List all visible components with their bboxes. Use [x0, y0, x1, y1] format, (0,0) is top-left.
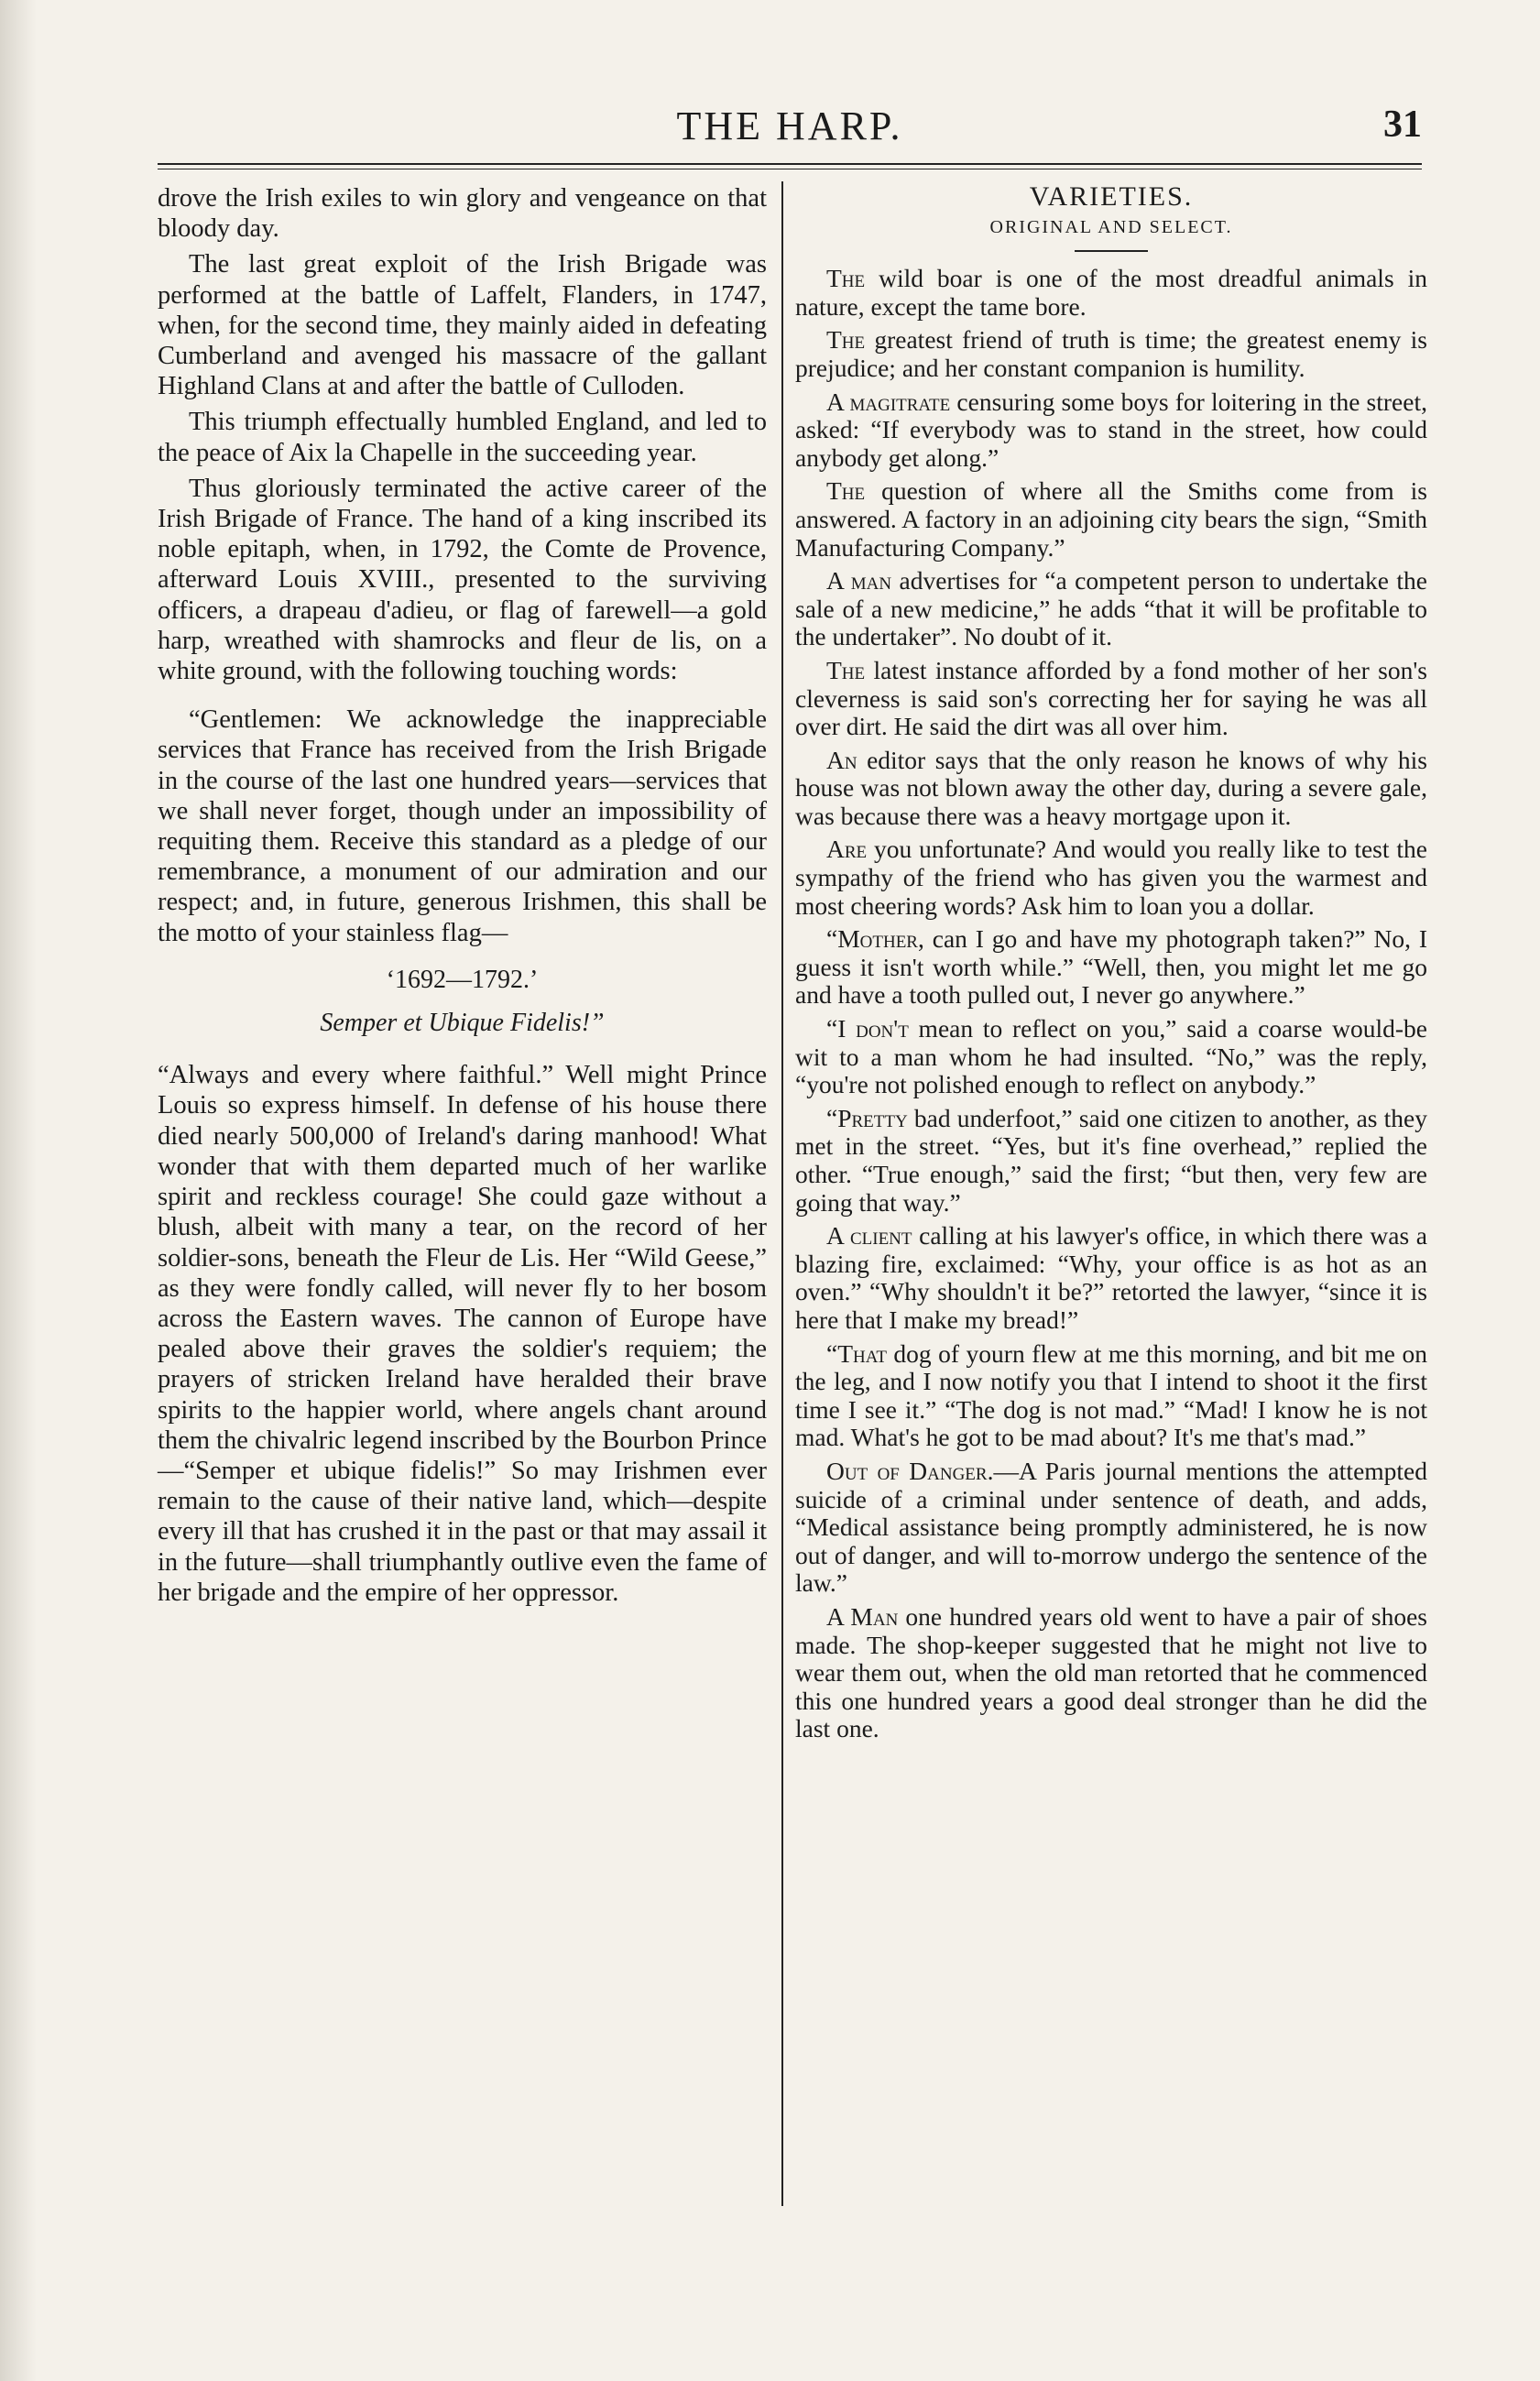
variety-lead: “That — [826, 1338, 887, 1368]
variety-item — [795, 1340, 1427, 1452]
variety-item — [795, 1222, 1427, 1334]
variety-item — [795, 747, 1427, 831]
variety-lead: A Man — [826, 1601, 899, 1631]
section-rule — [1075, 250, 1148, 252]
variety-text: you unfortunate? And would you really like to test the sympathy of the friend who has given you the warmest and most cheering words? Ask him to loan you a dollar. — [795, 835, 1427, 920]
variety-item — [795, 477, 1427, 562]
variety-item — [795, 265, 1427, 321]
varieties-list — [795, 265, 1427, 1743]
variety-item — [795, 567, 1427, 651]
variety-text: greatest friend of truth is time; the greatest enemy is prejudice; and her constant companion is humility. — [795, 325, 1427, 382]
variety-text: calling at his lawyer's office, in which there was a blazing fire, exclaimed: “Why, your office is as hot as an oven.” “Why shouldn't it be?” retorted the lawyer, “since it is here that I make my bread!” — [795, 1221, 1427, 1334]
quoted-address: “Gentlemen: We acknowledge the inappreciable services that France has received from the Irish Brigade in the course of the last one hundred years—services that we shall never forget, though under an impossibility of requiting them. Receive this standard as a pledge of our remembrance, a monument of our admiration and our respect; and, in future, generous Irishmen, this shall be the motto of your stainless flag— — [158, 705, 767, 947]
variety-item — [795, 1458, 1427, 1598]
variety-text: editor says that the only reason he knows of why his house was not blown away the other day, during a severe gale, was because there was a heavy mortgage upon it. — [795, 745, 1427, 830]
variety-text: wild boar is one of the most dreadful animals in nature, except the tame bore. — [795, 264, 1427, 321]
variety-lead: A man — [826, 566, 892, 595]
variety-item — [795, 326, 1427, 382]
variety-lead: An — [826, 745, 857, 774]
variety-lead: A magitrate — [826, 387, 951, 416]
variety-item — [795, 925, 1427, 1010]
variety-item — [795, 836, 1427, 920]
variety-item — [795, 1015, 1427, 1099]
variety-item — [795, 388, 1427, 473]
motto-date: ‘1692—1792.’ — [386, 965, 539, 994]
motto-text: Semper et Ubique Fidelis!” — [320, 1009, 605, 1038]
variety-text: question of where all the Smiths come from is answered. A factory in an adjoining city bears the sign, “Smith Manufacturing Company.” — [795, 476, 1427, 562]
variety-lead: The — [826, 655, 866, 684]
section-title: VARIETIES. — [1029, 181, 1194, 212]
article-paragraph: Thus gloriously terminated the active career of the Irish Brigade of France. The hand of a king inscribed its noble epitaph, when, in 1792, the Comte de Provence, afterward Louis XVIII., presented to the surviving officers, a drapeau d'adieu, or flag of farewell—a gold harp, wreathed with shamrocks and fleur de lis, on a white ground, with the following touching words: — [158, 474, 767, 686]
page-number: 31 — [1383, 104, 1422, 146]
running-head — [158, 103, 1422, 158]
page-edge-shadow — [0, 0, 37, 2381]
spacer — [158, 692, 767, 704]
variety-text: —A Paris journal mentions the attempted suicide of a criminal under sentence of death, and adds, “Medical assistance being promptly administered, he is now out of danger, and will to-morrow undergo the sentence of the law.” — [795, 1456, 1428, 1598]
variety-lead: The — [826, 325, 866, 355]
variety-text: advertises for “a competent person to undertake the sale of a new medicine,” he adds “that it will be profitable to the undertaker”. No doubt of it. — [795, 566, 1427, 651]
variety-text: one hundred years old went to have a pair of shoes made. The shop-keeper suggested that he might not live to wear them out, when the old man retorted that he commenced this one hundred years a good deal stronger than he did the last one. — [795, 1601, 1427, 1743]
variety-text: dog of yourn flew at me this morning, and bit me on the leg, and I now notify you that I intend to shoot it the first time I see it.” “The dog is not mad.” “Mad! I know he is not mad. What's he got to be mad about? It's me that's mad.” — [795, 1338, 1427, 1452]
variety-text: mean to reflect on you,” said a coarse would-be wit to a man whom he had insulted. “No,” was the reply, “you're not polished enough to reflect on anybody.” — [795, 1014, 1427, 1099]
variety-lead: “I don't — [826, 1014, 909, 1043]
variety-text: latest instance afforded by a fond mother of her son's cleverness is said son's correcting her for saying he was all over dirt. He said the dirt was all over him. — [795, 655, 1427, 741]
variety-item — [795, 1105, 1427, 1217]
article-paragraph: “Always and every where faithful.” Well might Prince Louis so express himself. In defense of his house there died nearly 500,000 of Ireland's daring manhood! What wonder that with them departed much of her warlike spirit and reckless courage! She could gaze without a blush, albeit with many a tear, on the record of her soldier-sons, beneath the Fleur de Lis. Her “Wild Geese,” as they were fondly called, will never fly to her bosom across the Eastern waves. The cannon of Europe have pealed above their graves the soldier's requiem; the prayers of stricken Ireland have heralded their brave spirits to the happier world, where angels chant around them the chivalric legend inscribed by the Bourbon Prince—“Semper et ubique fidelis!” So may Irishmen ever remain to the cause of their native land, which—despite every ill that has crushed it in the past or that may assail it in the future—shall triumphantly outlive even the fame of her brigade and the empire of her oppressor. — [158, 1061, 767, 1607]
left-column — [158, 183, 767, 1613]
variety-lead: “Mother, — [826, 924, 924, 954]
article-paragraph: This triumph effectually humbled England, and led to the peace of Aix la Chapelle in the succeeding year. — [158, 408, 767, 467]
header-rule — [158, 163, 1422, 165]
variety-text: can I go and have my photograph taken?” No, I guess it isn't worth while.” “Well, then, you might let me go and have a tooth pulled out, I never go anywhere.” — [795, 924, 1427, 1010]
page-title: THE HARP. — [676, 104, 903, 148]
variety-lead: Out of Danger. — [826, 1456, 994, 1485]
section-subtitle: ORIGINAL AND SELECT. — [989, 216, 1233, 237]
column-divider — [781, 181, 783, 2206]
article-paragraph: The last great exploit of the Irish Brigade was performed at the battle of Laffelt, Flanders, in 1747, when, for the second time, they mainly aided in defeating Cumberland and avenged his massacre of the gallant Highland Clans at and after the battle of Culloden. — [158, 250, 767, 401]
variety-lead: “Pretty — [826, 1103, 908, 1132]
variety-item — [795, 1603, 1427, 1743]
variety-text: censuring some boys for loitering in the street, asked: “If everybody was to stand in the street, how could anybody get along.” — [795, 387, 1427, 472]
article-paragraph: drove the Irish exiles to win glory and vengeance on that bloody day. — [158, 184, 767, 244]
variety-lead: Are — [826, 835, 868, 864]
variety-lead: A client — [826, 1221, 912, 1251]
right-column — [795, 183, 1427, 1749]
variety-item — [795, 657, 1427, 741]
variety-lead: The — [826, 476, 866, 506]
variety-text: bad underfoot,” said one citizen to another, as they met in the street. “Yes, but it's fine overhead,” replied the other. “True enough,” said the first; “but then, very few are going that way.” — [795, 1103, 1427, 1217]
variety-lead: The — [826, 264, 866, 293]
